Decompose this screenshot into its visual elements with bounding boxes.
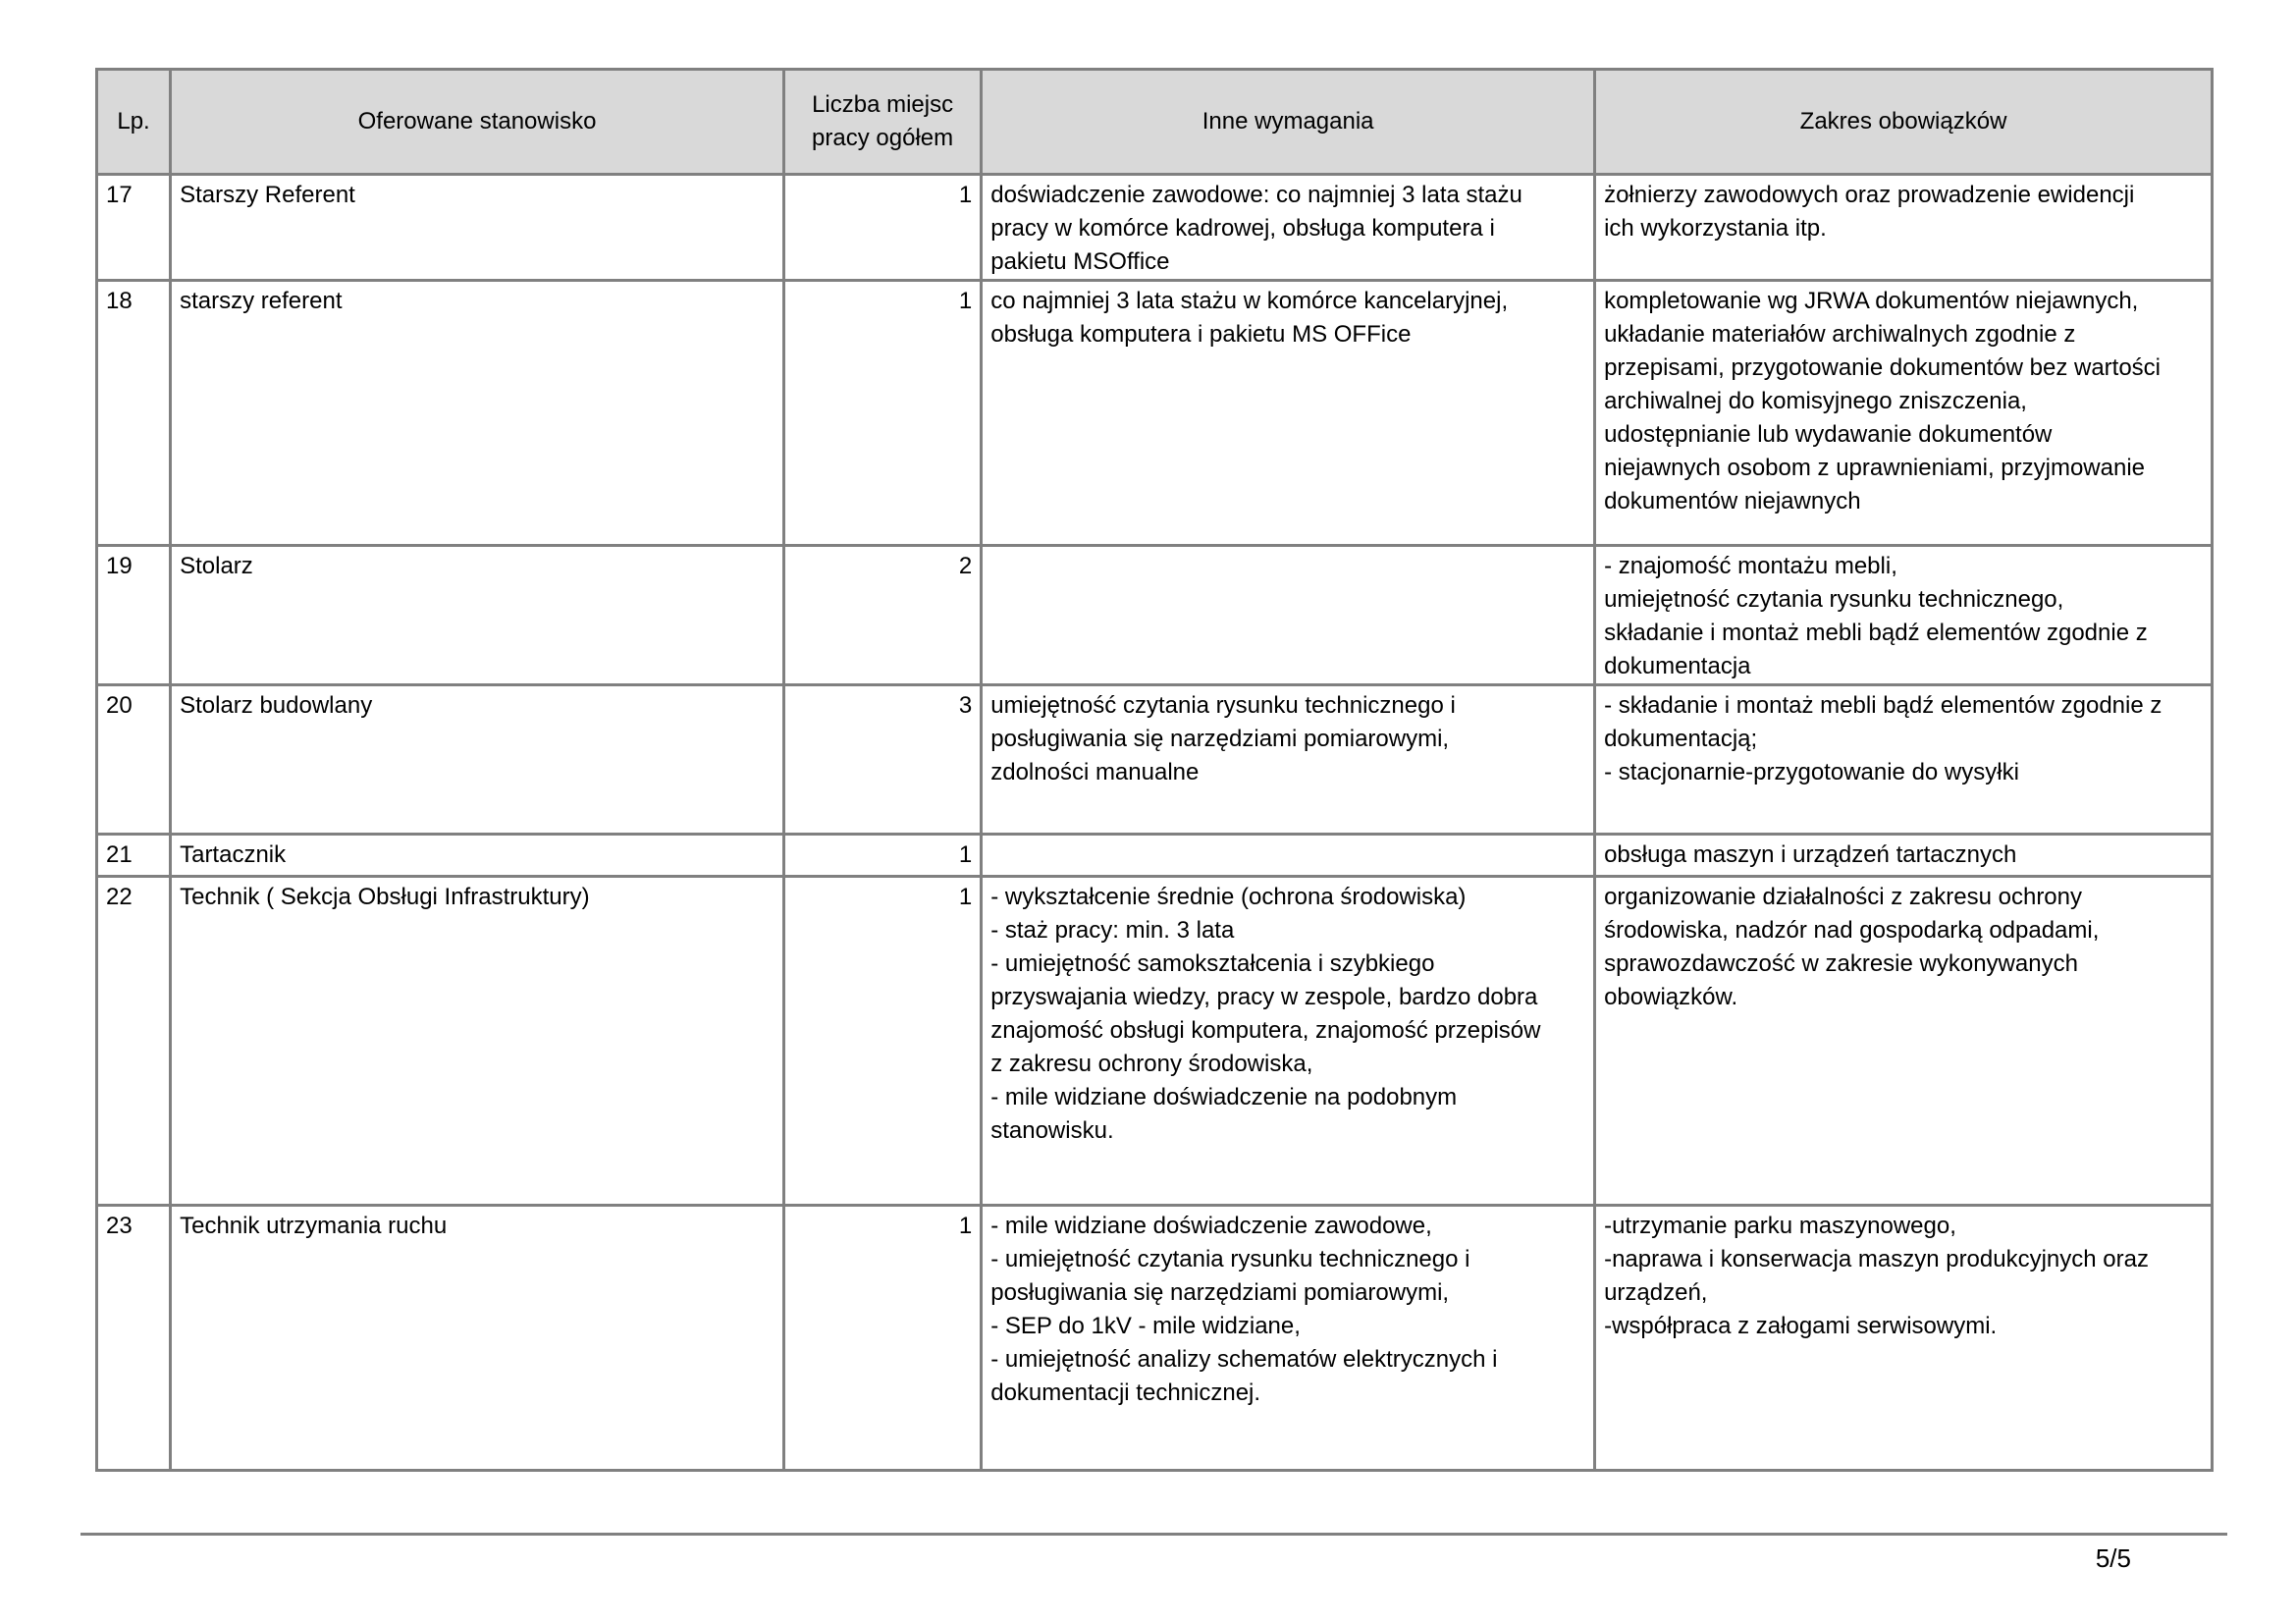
header-duties: Zakres obowiązków [1595, 70, 2213, 175]
table-row [97, 1206, 2213, 1471]
requirements-line: - mile widziane doświadczenie na podobnym [990, 1084, 1458, 1110]
duties-line: -utrzymanie parku maszynowego, [1604, 1213, 1956, 1239]
duties-line: -naprawa i konserwacja maszyn produkcyjnych oraz [1604, 1246, 2149, 1272]
duties-line: sprawozdawczość w zakresie wykonywanych [1604, 950, 2078, 977]
table-row [97, 175, 2213, 281]
cell-requirements [982, 546, 1595, 685]
cell-position: Tartacznik [171, 835, 784, 877]
header-count-line2: pracy ogółem [812, 125, 954, 151]
duties-line: układanie materiałów archiwalnych zgodnie z [1604, 321, 2076, 348]
cell-duties [1595, 281, 2213, 546]
duties-line: ich wykorzystania itp. [1604, 215, 1827, 242]
duties-line: - stacjonarnie-przygotowanie do wysyłki [1604, 759, 2019, 785]
requirements-line: - mile widziane doświadczenie zawodowe, [990, 1213, 1432, 1239]
requirements-line: umiejętność czytania rysunku technicznego i [990, 692, 1456, 719]
table-row [97, 546, 2213, 685]
duties-line: obsługa maszyn i urządzeń tartacznych [1604, 841, 2017, 868]
cell-count: 1 [783, 877, 981, 1206]
duties-line: udostępnianie lub wydawanie dokumentów [1604, 421, 2053, 448]
cell-lp: 20 [97, 685, 171, 835]
duties-line: środowiska, nadzór nad gospodarką odpadami, [1604, 917, 2100, 944]
requirements-line: - umiejętność analizy schematów elektrycznych i [990, 1346, 1498, 1373]
table-header-row [97, 70, 2213, 175]
page-number: 5/5 [2095, 1543, 2131, 1573]
cell-lp: 21 [97, 835, 171, 877]
cell-duties [1595, 877, 2213, 1206]
requirements-line: znajomość obsługi komputera, znajomość przepisów [990, 1017, 1541, 1044]
requirements-line: - staż pracy: min. 3 lata [990, 917, 1235, 944]
header-lp: Lp. [97, 70, 171, 175]
cell-count: 1 [783, 835, 981, 877]
table-body [97, 175, 2213, 1471]
requirements-line: stanowisku. [990, 1117, 1114, 1144]
requirements-line: posługiwania się narzędziami pomiarowymi, [990, 726, 1450, 752]
header-position: Oferowane stanowisko [171, 70, 784, 175]
cell-lp: 18 [97, 281, 171, 546]
requirements-line: co najmniej 3 lata stażu w komórce kancelaryjnej, [990, 288, 1509, 314]
duties-line: obowiązków. [1604, 984, 1738, 1010]
table-row [97, 835, 2213, 877]
header-count [783, 70, 981, 175]
cell-position: Technik utrzymania ruchu [171, 1206, 784, 1471]
duties-line: dokumentacją; [1604, 726, 1758, 752]
header-requirements: Inne wymagania [982, 70, 1595, 175]
cell-duties [1595, 1206, 2213, 1471]
requirements-line: - umiejętność samokształcenia i szybkiego [990, 950, 1435, 977]
requirements-line: pracy w komórce kadrowej, obsługa komputera i [990, 215, 1495, 242]
cell-position: Stolarz [171, 546, 784, 685]
cell-duties [1595, 175, 2213, 281]
duties-line: składanie i montaż mebli bądź elementów zgodnie z [1604, 620, 2148, 646]
cell-lp: 22 [97, 877, 171, 1206]
requirements-line: - wykształcenie średnie (ochrona środowiska) [990, 884, 1467, 910]
cell-requirements [982, 175, 1595, 281]
requirements-line: obsługa komputera i pakietu MS OFFice [990, 321, 1412, 348]
duties-line: organizowanie działalności z zakresu ochrony [1604, 884, 2083, 910]
duties-line: -współpraca z załogami serwisowymi. [1604, 1313, 1998, 1339]
cell-lp: 23 [97, 1206, 171, 1471]
cell-position: Stolarz budowlany [171, 685, 784, 835]
cell-duties [1595, 546, 2213, 685]
job-offers-table [95, 68, 2214, 1472]
requirements-line: zdolności manualne [990, 759, 1200, 785]
requirements-line: z zakresu ochrony środowiska, [990, 1051, 1313, 1077]
cell-requirements [982, 877, 1595, 1206]
cell-requirements [982, 1206, 1595, 1471]
duties-line: - znajomość montażu mebli, [1604, 553, 1897, 579]
cell-position: Starszy Referent [171, 175, 784, 281]
job-offers-table-wrapper [95, 68, 2214, 1472]
table-row [97, 281, 2213, 546]
cell-position: Technik ( Sekcja Obsługi Infrastruktury) [171, 877, 784, 1206]
requirements-line: doświadczenie zawodowe: co najmniej 3 lata stażu [990, 182, 1522, 208]
cell-requirements [982, 685, 1595, 835]
cell-count: 1 [783, 1206, 981, 1471]
duties-line: urządzeń, [1604, 1279, 1708, 1306]
duties-line: archiwalnej do komisyjnego zniszczenia, [1604, 388, 2027, 414]
requirements-line: pakietu MSOffice [990, 248, 1170, 275]
duties-line: niejawnych osobom z uprawnieniami, przyjmowanie [1604, 455, 2145, 481]
cell-lp: 17 [97, 175, 171, 281]
cell-count: 1 [783, 281, 981, 546]
footer-divider [80, 1533, 2227, 1536]
cell-requirements [982, 281, 1595, 546]
requirements-line: dokumentacji technicznej. [990, 1380, 1261, 1406]
duties-line: żołnierzy zawodowych oraz prowadzenie ewidencji [1604, 182, 2135, 208]
requirements-line: - umiejętność czytania rysunku technicznego i [990, 1246, 1470, 1272]
cell-count: 2 [783, 546, 981, 685]
duties-line: dokumentacja [1604, 653, 1751, 679]
requirements-line: przyswajania wiedzy, pracy w zespole, bardzo dobra [990, 984, 1538, 1010]
cell-count: 1 [783, 175, 981, 281]
table-row [97, 877, 2213, 1206]
cell-lp: 19 [97, 546, 171, 685]
cell-count: 3 [783, 685, 981, 835]
duties-line: umiejętność czytania rysunku technicznego, [1604, 586, 2064, 613]
duties-line: kompletowanie wg JRWA dokumentów niejawnych, [1604, 288, 2139, 314]
cell-duties [1595, 685, 2213, 835]
duties-line: przepisami, przygotowanie dokumentów bez wartości [1604, 354, 2162, 381]
requirements-line: posługiwania się narzędziami pomiarowymi, [990, 1279, 1450, 1306]
requirements-line: - SEP do 1kV - mile widziane, [990, 1313, 1301, 1339]
cell-requirements [982, 835, 1595, 877]
table-row [97, 685, 2213, 835]
duties-line: dokumentów niejawnych [1604, 488, 1861, 514]
cell-duties [1595, 835, 2213, 877]
cell-position: starszy referent [171, 281, 784, 546]
header-count-line1: Liczba miejsc [812, 91, 954, 118]
duties-line: - składanie i montaż mebli bądź elementów zgodnie z [1604, 692, 2163, 719]
